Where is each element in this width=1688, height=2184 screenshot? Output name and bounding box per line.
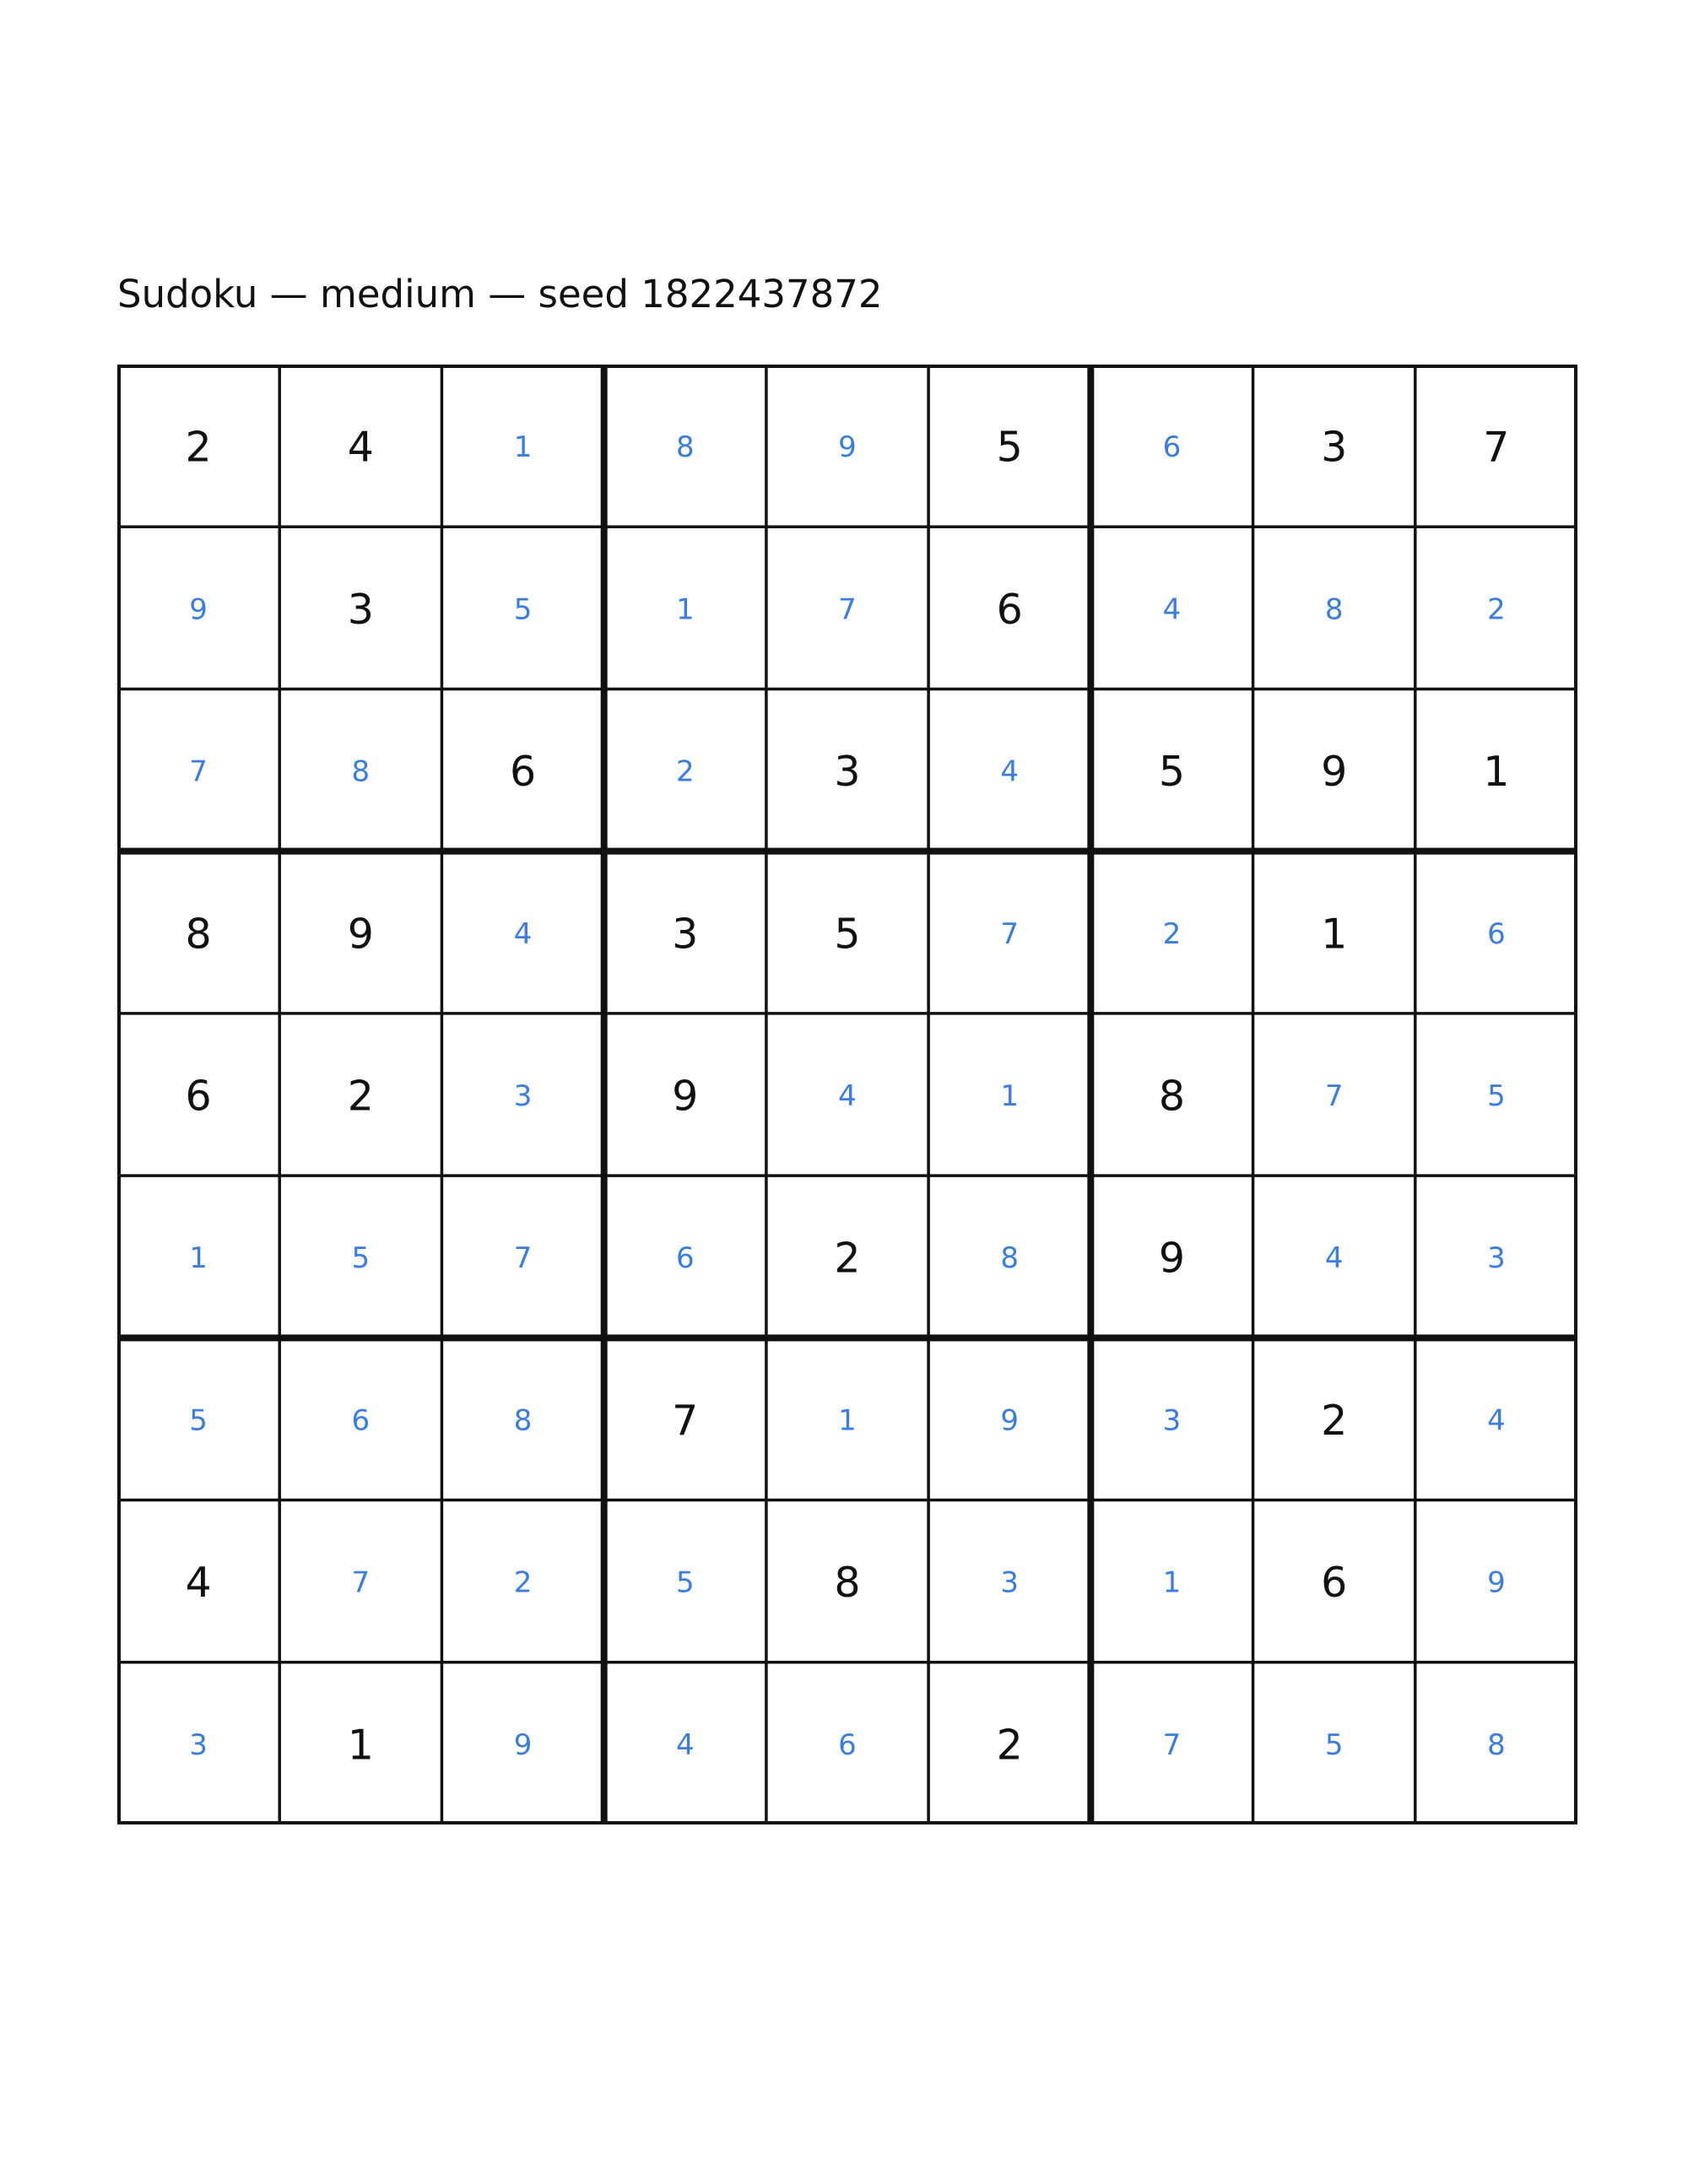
cell-r4-c2[interactable] bbox=[279, 851, 441, 1014]
cell-r8-c2[interactable] bbox=[279, 1500, 441, 1662]
filled-digit: 4 bbox=[1162, 592, 1182, 627]
filled-digit: 4 bbox=[513, 916, 533, 951]
given-digit: 5 bbox=[834, 910, 861, 959]
cell-r9-c9[interactable] bbox=[1415, 1662, 1577, 1825]
cell-r6-c4[interactable] bbox=[604, 1176, 766, 1338]
cell-r8-c9[interactable] bbox=[1415, 1500, 1577, 1662]
filled-digit: 1 bbox=[513, 430, 533, 465]
cell-r6-c5[interactable] bbox=[766, 1176, 928, 1338]
cell-r2-c1[interactable] bbox=[117, 527, 279, 689]
given-digit: 7 bbox=[672, 1396, 699, 1445]
filled-digit: 8 bbox=[1487, 1727, 1506, 1762]
filled-digit: 3 bbox=[1487, 1241, 1506, 1276]
cell-r1-c4[interactable] bbox=[604, 365, 766, 527]
cell-r3-c3[interactable] bbox=[441, 689, 603, 851]
cell-r1-c3[interactable] bbox=[441, 365, 603, 527]
cell-r9-c4[interactable] bbox=[604, 1662, 766, 1825]
filled-digit: 2 bbox=[513, 1565, 533, 1600]
filled-digit: 8 bbox=[675, 430, 695, 465]
filled-digit: 7 bbox=[1162, 1727, 1182, 1762]
cell-r4-c7[interactable] bbox=[1090, 851, 1252, 1014]
filled-digit: 9 bbox=[1000, 1403, 1020, 1438]
cell-r8-c5[interactable] bbox=[766, 1500, 928, 1662]
given-digit: 8 bbox=[1158, 1072, 1186, 1121]
cell-r5-c1[interactable] bbox=[117, 1014, 279, 1176]
cell-r7-c5[interactable] bbox=[766, 1338, 928, 1500]
cell-r7-c3[interactable] bbox=[441, 1338, 603, 1500]
cell-r4-c6[interactable] bbox=[928, 851, 1090, 1014]
cell-r3-c4[interactable] bbox=[604, 689, 766, 851]
given-digit: 6 bbox=[1321, 1559, 1348, 1608]
given-digit: 2 bbox=[347, 1072, 374, 1121]
cell-r8-c4[interactable] bbox=[604, 1500, 766, 1662]
cell-r5-c6[interactable] bbox=[928, 1014, 1090, 1176]
given-digit: 3 bbox=[834, 748, 861, 797]
cell-r9-c7[interactable] bbox=[1090, 1662, 1252, 1825]
cell-r3-c6[interactable] bbox=[928, 689, 1090, 851]
cell-r2-c2[interactable] bbox=[279, 527, 441, 689]
cell-r4-c4[interactable] bbox=[604, 851, 766, 1014]
filled-digit: 1 bbox=[675, 592, 695, 627]
cell-r5-c4[interactable] bbox=[604, 1014, 766, 1176]
cell-r7-c7[interactable] bbox=[1090, 1338, 1252, 1500]
cell-r5-c5[interactable] bbox=[766, 1014, 928, 1176]
cell-r1-c5[interactable] bbox=[766, 365, 928, 527]
cell-r1-c9[interactable] bbox=[1415, 365, 1577, 527]
filled-digit: 2 bbox=[1487, 592, 1506, 627]
cell-r6-c9[interactable] bbox=[1415, 1176, 1577, 1338]
given-digit: 9 bbox=[1158, 1234, 1186, 1283]
filled-digit: 8 bbox=[1000, 1241, 1020, 1276]
cell-r4-c8[interactable] bbox=[1253, 851, 1415, 1014]
cell-r1-c1[interactable] bbox=[117, 365, 279, 527]
filled-digit: 2 bbox=[1162, 916, 1182, 951]
cell-r6-c1[interactable] bbox=[117, 1176, 279, 1338]
cell-r8-c8[interactable] bbox=[1253, 1500, 1415, 1662]
given-digit: 6 bbox=[185, 1072, 212, 1121]
filled-digit: 1 bbox=[838, 1403, 857, 1438]
cell-r7-c1[interactable] bbox=[117, 1338, 279, 1500]
cell-r4-c3[interactable] bbox=[441, 851, 603, 1014]
filled-digit: 5 bbox=[1487, 1079, 1506, 1113]
given-digit: 1 bbox=[1321, 910, 1348, 959]
filled-digit: 6 bbox=[838, 1727, 857, 1762]
cell-r8-c3[interactable] bbox=[441, 1500, 603, 1662]
cell-r2-c6[interactable] bbox=[928, 527, 1090, 689]
filled-digit: 1 bbox=[1162, 1565, 1182, 1600]
cell-r5-c9[interactable] bbox=[1415, 1014, 1577, 1176]
filled-digit: 6 bbox=[1487, 916, 1506, 951]
given-digit: 2 bbox=[1321, 1396, 1348, 1445]
cell-r5-c2[interactable] bbox=[279, 1014, 441, 1176]
filled-digit: 3 bbox=[189, 1727, 208, 1762]
given-digit: 5 bbox=[1158, 748, 1186, 797]
cell-r3-c8[interactable] bbox=[1253, 689, 1415, 851]
cell-layer bbox=[117, 365, 1577, 1825]
cell-r1-c8[interactable] bbox=[1253, 365, 1415, 527]
cell-r2-c9[interactable] bbox=[1415, 527, 1577, 689]
given-digit: 9 bbox=[1321, 748, 1348, 797]
filled-digit: 6 bbox=[1162, 430, 1182, 465]
filled-digit: 2 bbox=[675, 754, 695, 789]
filled-digit: 8 bbox=[351, 754, 371, 789]
cell-r9-c3[interactable] bbox=[441, 1662, 603, 1825]
cell-r3-c9[interactable] bbox=[1415, 689, 1577, 851]
filled-digit: 4 bbox=[1324, 1241, 1344, 1276]
cell-r3-c2[interactable] bbox=[279, 689, 441, 851]
cell-r8-c7[interactable] bbox=[1090, 1500, 1252, 1662]
filled-digit: 9 bbox=[838, 430, 857, 465]
filled-digit: 7 bbox=[1324, 1079, 1344, 1113]
filled-digit: 7 bbox=[351, 1565, 371, 1600]
given-digit: 1 bbox=[347, 1721, 374, 1770]
given-digit: 9 bbox=[347, 910, 374, 959]
cell-r6-c2[interactable] bbox=[279, 1176, 441, 1338]
given-digit: 2 bbox=[834, 1234, 861, 1283]
puzzle-title: Sudoku — medium — seed 1822437872 bbox=[117, 272, 883, 316]
cell-r7-c4[interactable] bbox=[604, 1338, 766, 1500]
cell-r6-c3[interactable] bbox=[441, 1176, 603, 1338]
cell-r9-c6[interactable] bbox=[928, 1662, 1090, 1825]
cell-r2-c4[interactable] bbox=[604, 527, 766, 689]
cell-r2-c5[interactable] bbox=[766, 527, 928, 689]
filled-digit: 3 bbox=[1162, 1403, 1182, 1438]
cell-r6-c8[interactable] bbox=[1253, 1176, 1415, 1338]
cell-r3-c1[interactable] bbox=[117, 689, 279, 851]
cell-r4-c5[interactable] bbox=[766, 851, 928, 1014]
filled-digit: 7 bbox=[189, 754, 208, 789]
filled-digit: 1 bbox=[189, 1241, 208, 1276]
cell-r9-c5[interactable] bbox=[766, 1662, 928, 1825]
filled-digit: 8 bbox=[1324, 592, 1344, 627]
cell-r6-c6[interactable] bbox=[928, 1176, 1090, 1338]
filled-digit: 8 bbox=[513, 1403, 533, 1438]
filled-digit: 5 bbox=[351, 1241, 371, 1276]
filled-digit: 6 bbox=[351, 1403, 371, 1438]
filled-digit: 4 bbox=[1487, 1403, 1506, 1438]
cell-r1-c2[interactable] bbox=[279, 365, 441, 527]
cell-r7-c2[interactable] bbox=[279, 1338, 441, 1500]
cell-r9-c1[interactable] bbox=[117, 1662, 279, 1825]
given-digit: 2 bbox=[996, 1721, 1023, 1770]
filled-digit: 9 bbox=[189, 592, 208, 627]
given-digit: 3 bbox=[672, 910, 699, 959]
given-digit: 3 bbox=[347, 585, 374, 634]
cell-r2-c3[interactable] bbox=[441, 527, 603, 689]
filled-digit: 1 bbox=[1000, 1079, 1020, 1113]
cell-r8-c1[interactable] bbox=[117, 1500, 279, 1662]
filled-digit: 5 bbox=[513, 592, 533, 627]
sudoku-board bbox=[117, 365, 1577, 1825]
filled-digit: 4 bbox=[838, 1079, 857, 1113]
given-digit: 5 bbox=[996, 423, 1023, 472]
cell-r4-c1[interactable] bbox=[117, 851, 279, 1014]
filled-digit: 4 bbox=[1000, 754, 1020, 789]
cell-r5-c7[interactable] bbox=[1090, 1014, 1252, 1176]
filled-digit: 4 bbox=[675, 1727, 695, 1762]
cell-r9-c8[interactable] bbox=[1253, 1662, 1415, 1825]
filled-digit: 6 bbox=[675, 1241, 695, 1276]
filled-digit: 9 bbox=[513, 1727, 533, 1762]
cell-r2-c8[interactable] bbox=[1253, 527, 1415, 689]
given-digit: 2 bbox=[185, 423, 212, 472]
given-digit: 7 bbox=[1483, 423, 1510, 472]
filled-digit: 9 bbox=[1487, 1565, 1506, 1600]
cell-r4-c9[interactable] bbox=[1415, 851, 1577, 1014]
filled-digit: 3 bbox=[1000, 1565, 1020, 1600]
cell-r7-c6[interactable] bbox=[928, 1338, 1090, 1500]
filled-digit: 7 bbox=[513, 1241, 533, 1276]
given-digit: 1 bbox=[1483, 748, 1510, 797]
cell-r1-c6[interactable] bbox=[928, 365, 1090, 527]
filled-digit: 5 bbox=[1324, 1727, 1344, 1762]
given-digit: 9 bbox=[672, 1072, 699, 1121]
given-digit: 8 bbox=[834, 1559, 861, 1608]
cell-r8-c6[interactable] bbox=[928, 1500, 1090, 1662]
given-digit: 8 bbox=[185, 910, 212, 959]
given-digit: 3 bbox=[1321, 423, 1348, 472]
filled-digit: 7 bbox=[838, 592, 857, 627]
cell-r7-c8[interactable] bbox=[1253, 1338, 1415, 1500]
cell-r6-c7[interactable] bbox=[1090, 1176, 1252, 1338]
given-digit: 6 bbox=[996, 585, 1023, 634]
cell-r9-c2[interactable] bbox=[279, 1662, 441, 1825]
given-digit: 6 bbox=[509, 748, 537, 797]
cell-r1-c7[interactable] bbox=[1090, 365, 1252, 527]
given-digit: 4 bbox=[185, 1559, 212, 1608]
given-digit: 4 bbox=[347, 423, 374, 472]
filled-digit: 7 bbox=[1000, 916, 1020, 951]
filled-digit: 5 bbox=[189, 1403, 208, 1438]
cell-r5-c8[interactable] bbox=[1253, 1014, 1415, 1176]
cell-r7-c9[interactable] bbox=[1415, 1338, 1577, 1500]
cell-r3-c7[interactable] bbox=[1090, 689, 1252, 851]
cell-r3-c5[interactable] bbox=[766, 689, 928, 851]
cell-r2-c7[interactable] bbox=[1090, 527, 1252, 689]
filled-digit: 3 bbox=[513, 1079, 533, 1113]
filled-digit: 5 bbox=[675, 1565, 695, 1600]
cell-r5-c3[interactable] bbox=[441, 1014, 603, 1176]
